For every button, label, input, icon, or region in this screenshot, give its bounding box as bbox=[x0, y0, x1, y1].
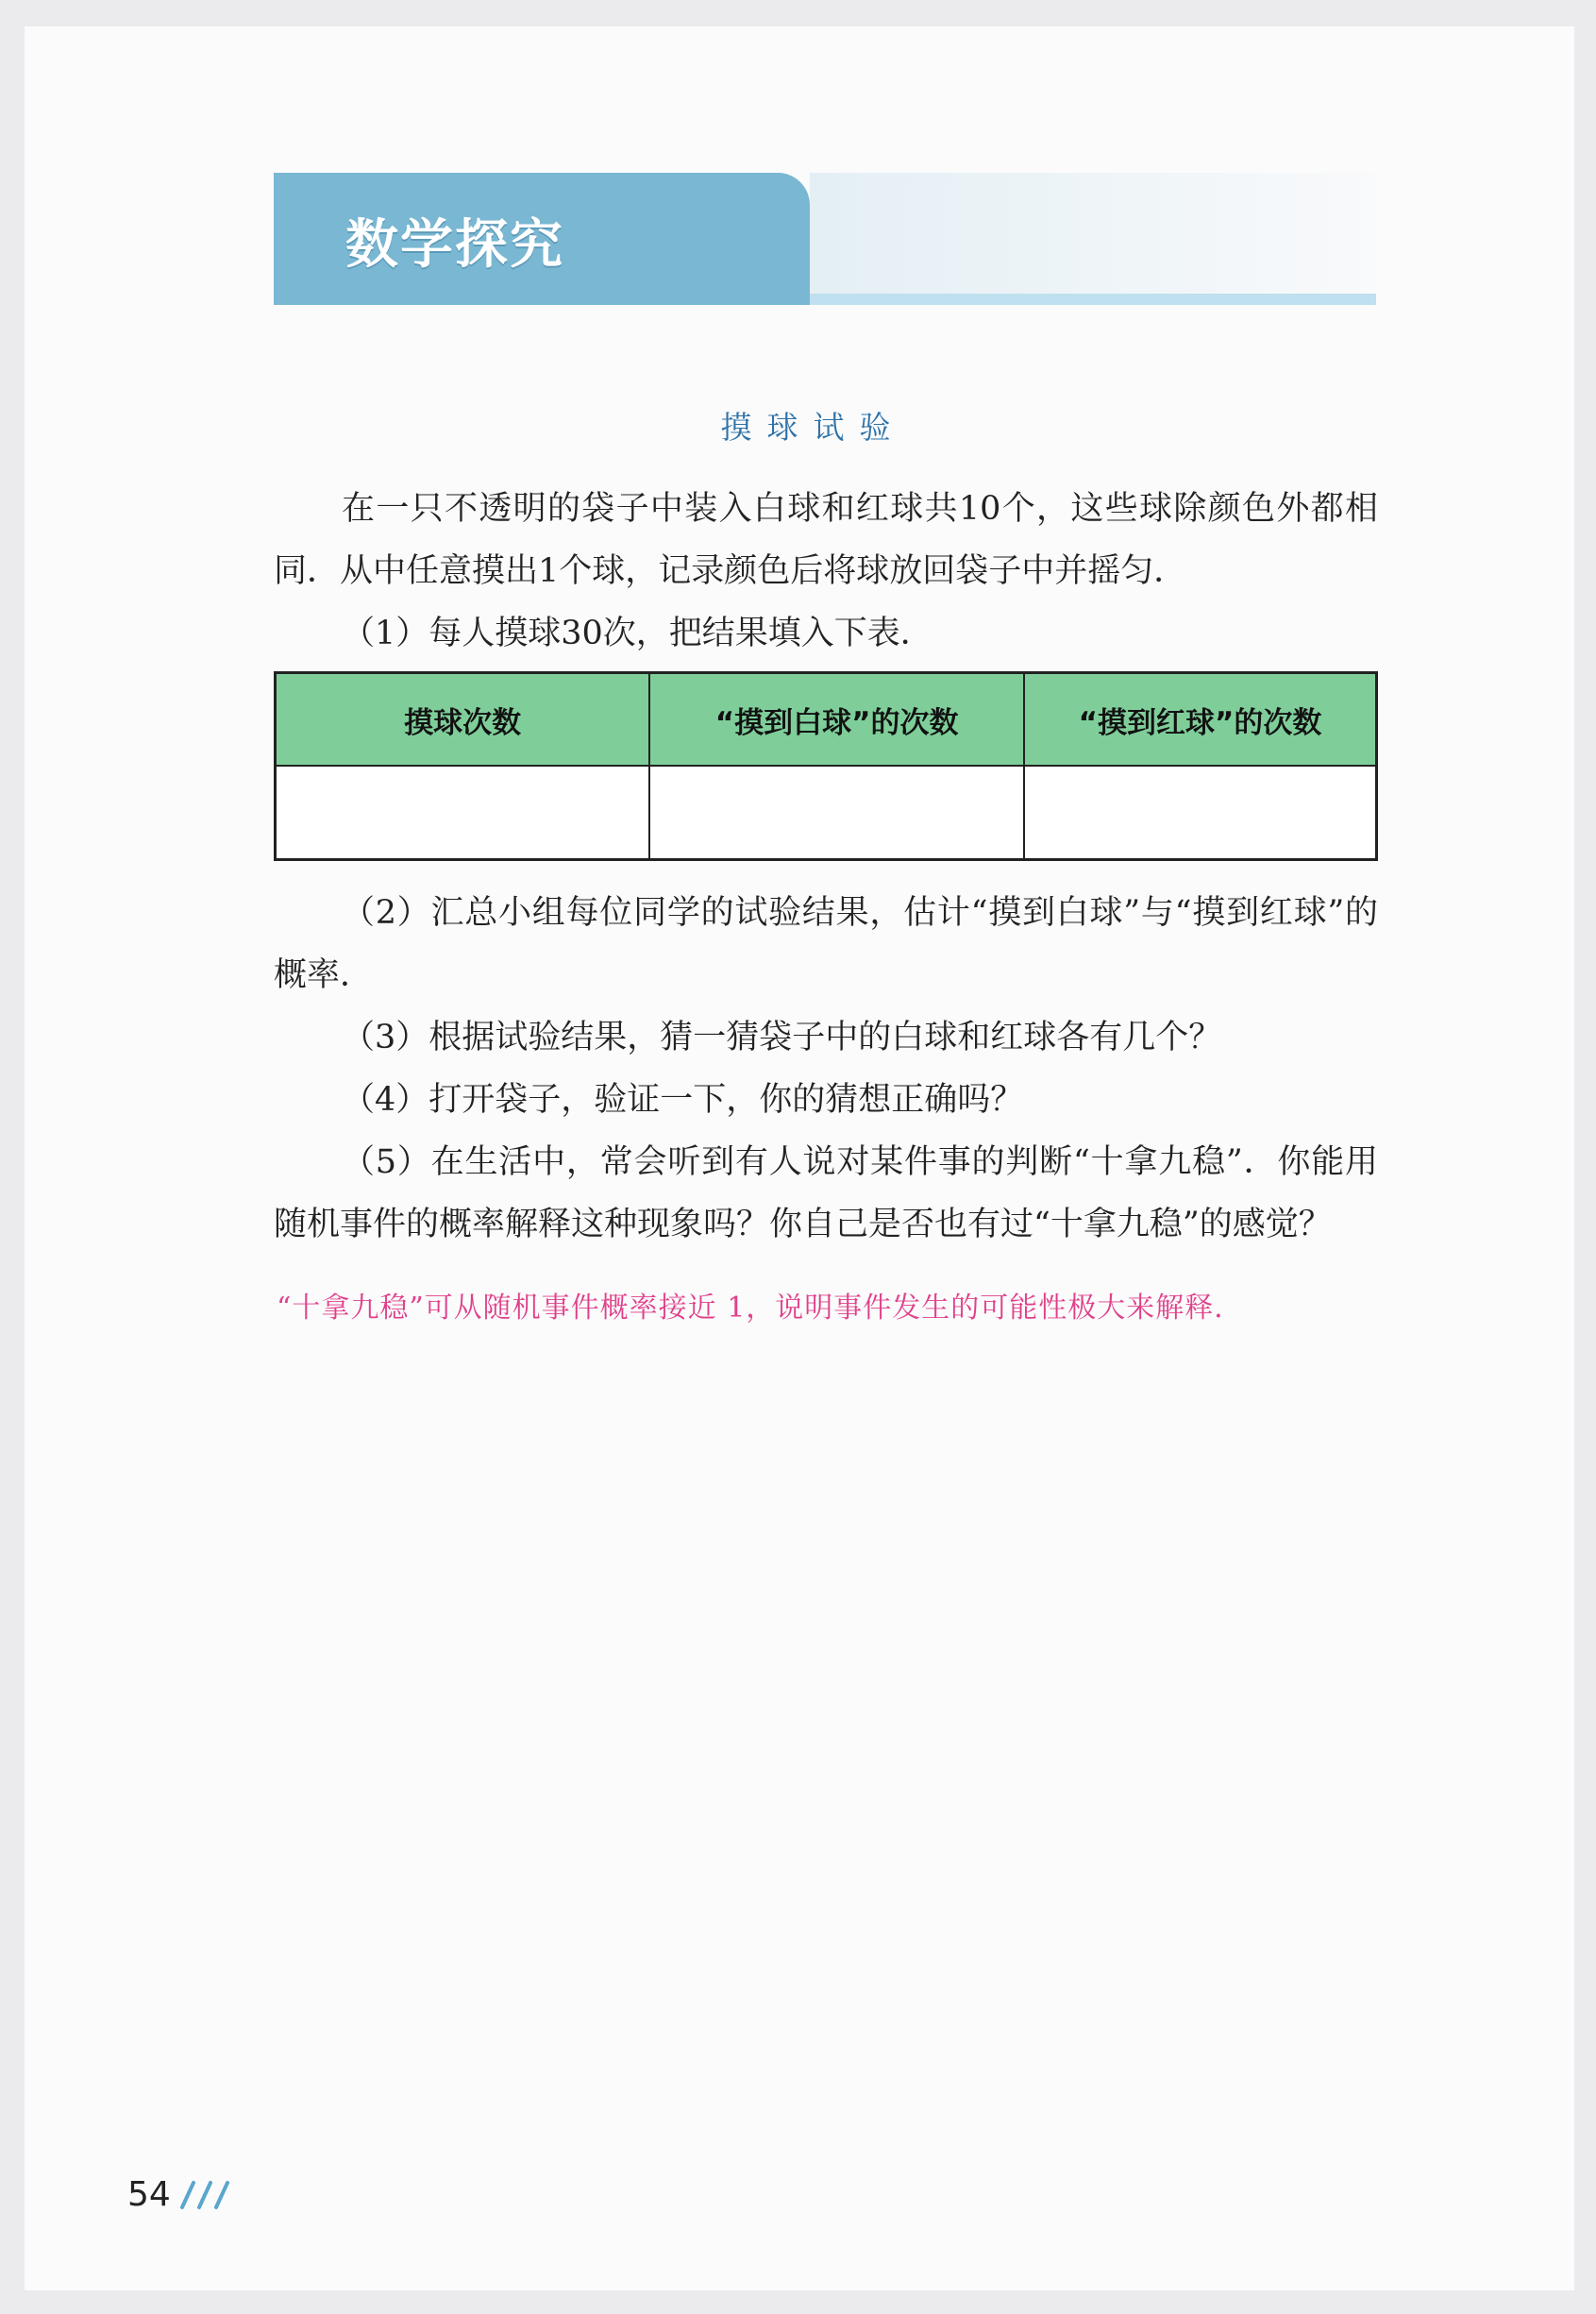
item-4: （4）打开袋子，验证一下，你的猜想正确吗？ bbox=[342, 1081, 1024, 1119]
page-slashes-icon bbox=[175, 2179, 241, 2211]
table-cell[interactable] bbox=[649, 766, 1024, 860]
answer-note: “十拿九稳”可从随机事件概率接近 1，说明事件发生的可能性极大来解释． bbox=[277, 1292, 1244, 1325]
item-3: （3）根据试验结果，猜一猜袋子中的白球和红球各有几个？ bbox=[342, 1019, 1222, 1056]
table-row bbox=[276, 766, 1377, 860]
item-1: （1）每人摸球30次，把结果填入下表． bbox=[342, 615, 933, 652]
table-header: “摸到红球”的次数 bbox=[1024, 673, 1376, 767]
section-title: 摸球试验 bbox=[720, 409, 906, 446]
table-header: “摸到白球”的次数 bbox=[649, 673, 1024, 767]
results-table bbox=[274, 671, 1378, 861]
table-cell[interactable] bbox=[276, 766, 650, 860]
table-header: 摸球次数 bbox=[276, 673, 650, 767]
item-2: （2）汇总小组每位同学的试验结果，估计“摸到白球”与“摸到红球”的概率． bbox=[274, 894, 1378, 994]
item-5: （5）在生活中，常会听到有人说对某件事的判断“十拿九稳”．你能用随机事件的概率解释这种现象吗？你自己是否也有过“十拿九稳”的感觉？ bbox=[274, 1143, 1378, 1243]
table-cell[interactable] bbox=[1024, 766, 1376, 860]
intro-paragraph: 在一只不透明的袋子中装入白球和红球共10个，这些球除颜色外都相同．从中任意摸出1个球，记录颜色后将球放回袋子中并摇匀． bbox=[274, 490, 1378, 590]
page-number: 54 bbox=[127, 2175, 171, 2214]
banner-fade bbox=[810, 173, 1376, 305]
banner-title: 数学探究 bbox=[345, 214, 564, 276]
table-header-row bbox=[276, 673, 1377, 767]
